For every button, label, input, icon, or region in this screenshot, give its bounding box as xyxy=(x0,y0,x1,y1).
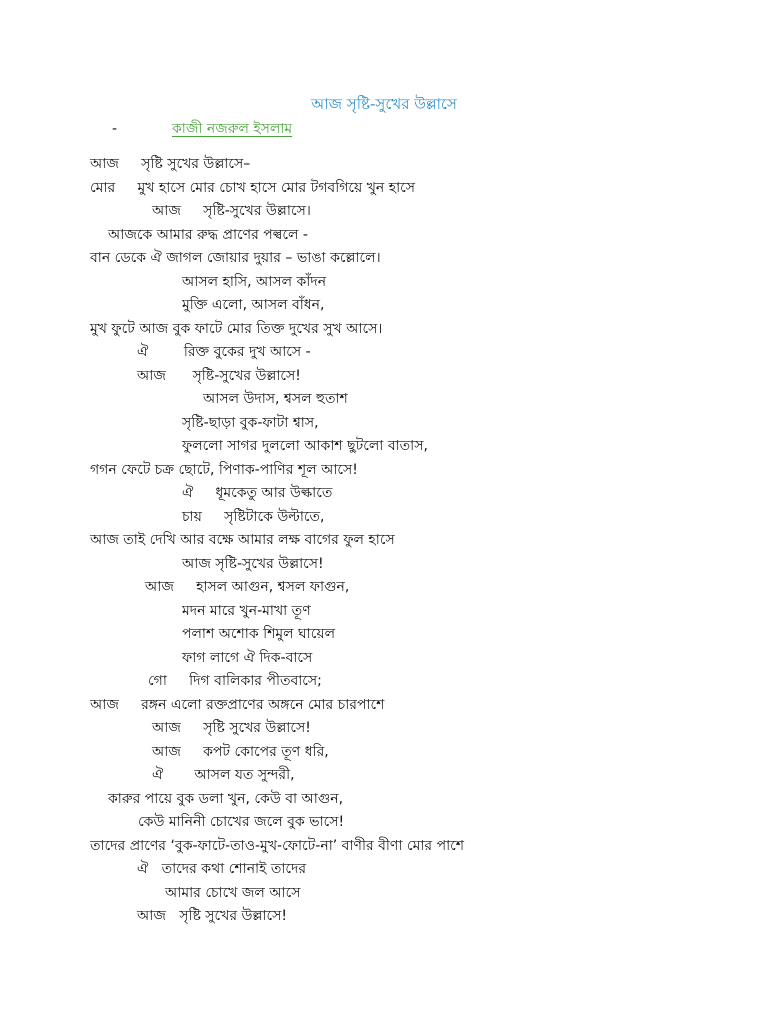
poem-line: ঐ আসল যত সুন্দরী, xyxy=(152,767,295,783)
poem-title xyxy=(0,94,768,114)
poem-line: আসল উদাস, শ্বসল হুতাশ xyxy=(203,391,348,407)
author-dash: - xyxy=(112,121,118,137)
poem-line: বান ডেকে ঐ জাগল জোয়ার দুয়ার – ভাঙা কল্লোলে। xyxy=(90,250,381,266)
poem-line: মুখ ফুটে আজ বুক ফাটে মোর তিক্ত দুখের সুখ আসে। xyxy=(90,321,383,337)
poem-line: গগন ফেটে চক্র ছোটে, পিণাক-পাণির শূল আসে! xyxy=(90,462,358,478)
poem-line: ফাগ লাগে ঐ দিক-বাসে xyxy=(182,650,313,666)
poem-line: আজ কপট কোপের তূণ ধরি, xyxy=(152,744,329,760)
poem-line: আজ তাই দেখি আর বক্ষে আমার লক্ষ বাগের ফুল হাসে xyxy=(90,532,395,548)
poem-line: আজ সৃষ্টি-সুখের উল্লাসে! xyxy=(137,368,301,384)
poem-line: ঐ তাদের কথা শোনাই তাদের xyxy=(137,861,307,877)
poem-line: আজ হাসল আগুন, শ্বসল ফাগুন, xyxy=(145,579,350,595)
poem-line: আমার চোখে জল আসে xyxy=(165,885,301,901)
poem-title-text: আজ সৃষ্টি-সুখের উল্লাসে xyxy=(311,95,457,113)
poem-line: কেউ মানিনী চোখের জলে বুক ভাসে! xyxy=(138,814,345,830)
poem-line: ঐ ধূমকেতু আর উল্কাতে xyxy=(182,485,333,501)
poem-line: আসল হাসি, আসল কাঁদন xyxy=(182,274,327,290)
poem-line: মোর মুখ হাসে মোর চোখ হাসে মোর টগবগিয়ে খুন হাসে xyxy=(90,180,416,196)
poem-line: আজ সৃষ্টি সুখের উল্লাসে! xyxy=(137,908,287,924)
poem-line: আজকে আমার রুদ্ধ প্রাণের পল্বলে - xyxy=(108,227,308,243)
poem-line: আজ সৃষ্টি সুখের উল্লাসে! xyxy=(152,720,311,736)
poem-line: পলাশ অশোক শিমুল ঘায়েল xyxy=(182,626,336,642)
poem-line: মুক্তি এলো, আসল বাঁধন, xyxy=(182,297,325,313)
poem-line: মদন মারে খুন-মাখা তূণ xyxy=(182,603,311,619)
poem-line: আজ সৃষ্টি সুখের উল্লাসে– xyxy=(90,156,251,172)
poem-line: গো দিগ বালিকার পীতবাসে; xyxy=(148,673,322,689)
poem-line: চায় সৃষ্টিটাকে উল্টাতে, xyxy=(182,509,325,525)
poem-line: তাদের প্রাণের ‘বুক-ফাটে-তাও-মুখ-ফোটে-না’ বাণীর বীণা মোর পাশে xyxy=(90,838,465,854)
poem-line: সৃষ্টি-ছাড়া বুক-ফাটা শ্বাস, xyxy=(182,415,319,431)
author-line xyxy=(112,119,292,139)
poem-line: আজ সৃষ্টি-সুখের উল্লাসে! xyxy=(182,556,324,572)
poem-line: কারুর পায়ে বুক ডলা খুন, কেউ বা আগুন, xyxy=(108,791,344,807)
poem-line: আজ রঙ্গন এলো রক্তপ্রাণের অঙ্গনে মোর চারপাশে xyxy=(90,697,385,713)
author-name-link[interactable]: কাজী নজরুল ইসলাম xyxy=(172,121,293,137)
poem-line: ফুললো সাগর দুললো আকাশ ছুটলো বাতাস, xyxy=(182,438,428,454)
poem-line: ঐ রিক্ত বুকের দুখ আসে - xyxy=(137,344,311,360)
poem-line: আজ সৃষ্টি-সুখের উল্লাসে। xyxy=(152,203,311,219)
